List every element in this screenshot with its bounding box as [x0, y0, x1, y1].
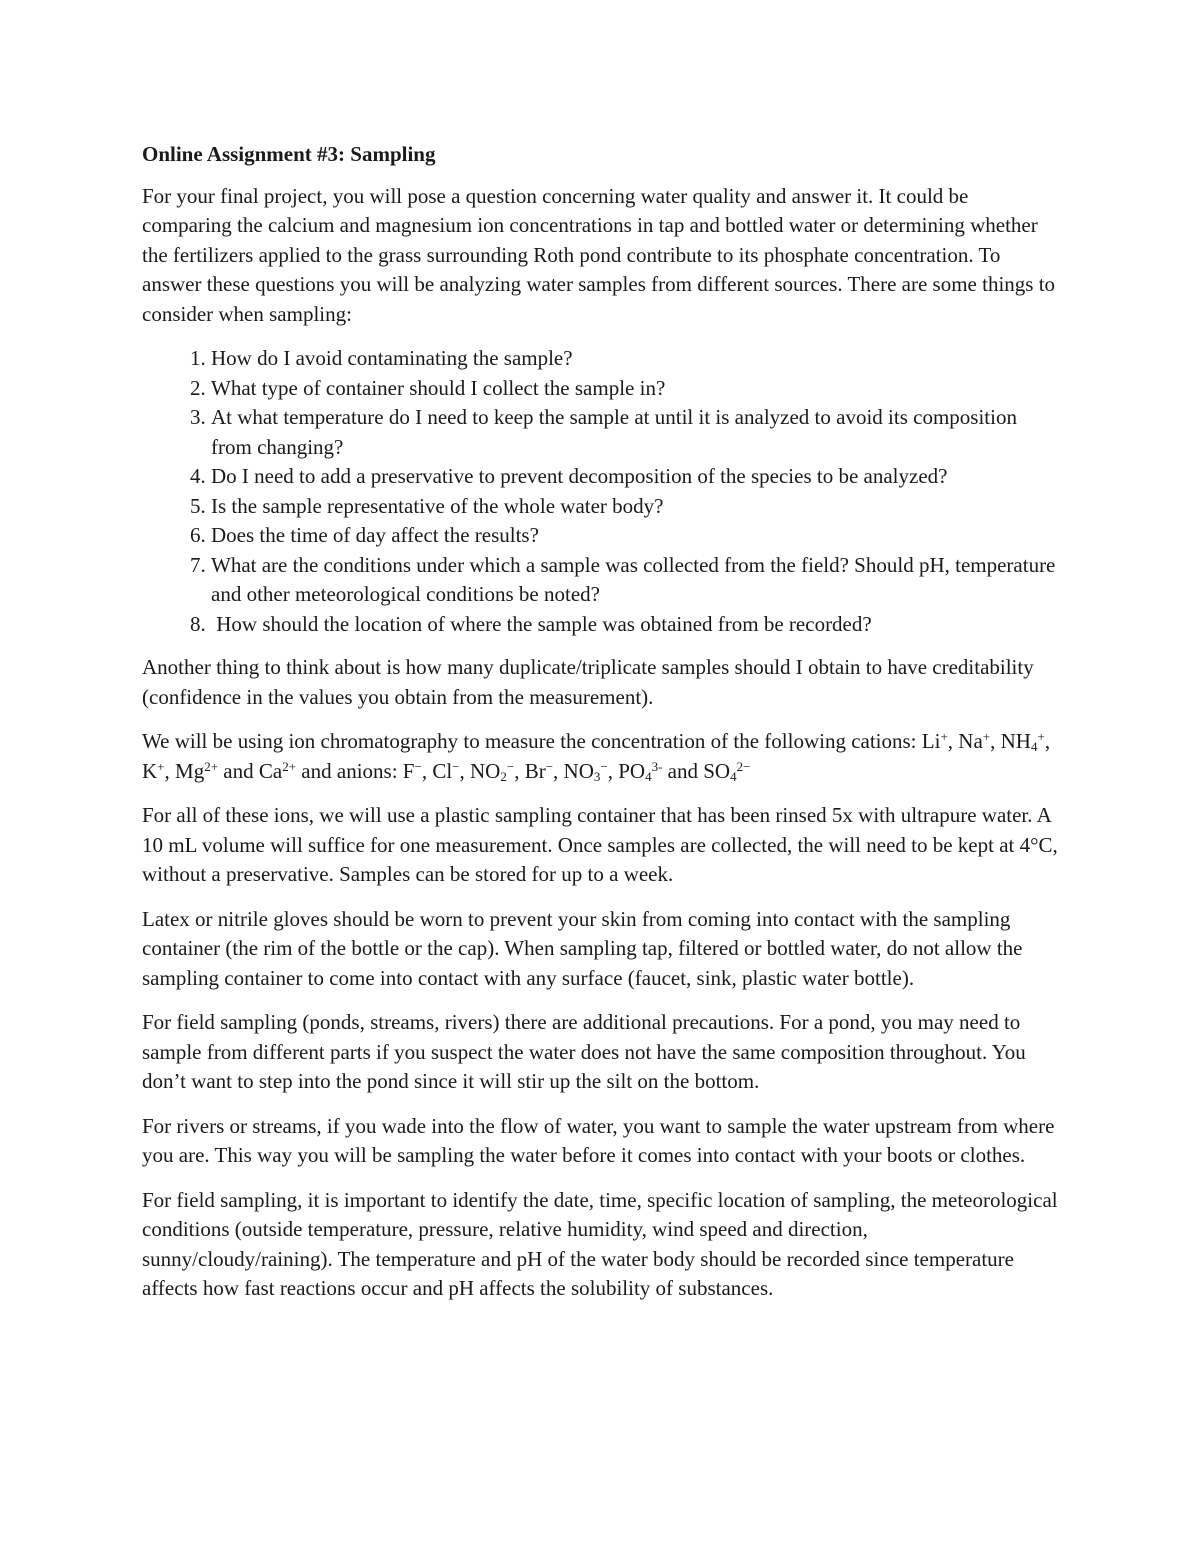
ion-cl: Cl — [432, 758, 453, 783]
connector-text: and anions: — [296, 758, 403, 783]
records-paragraph: For field sampling, it is important to identify the date, time, specific location of sampling, the meteorological conditions (outside temperature, pressure, relative humidity, wind speed and direction, sunny/cloudy/raining). The temperature and pH of the water body should be recorded since temperature affects how fast reactions occur and pH affects the solubility of substances. — [142, 1187, 1058, 1300]
ion-f: F — [402, 758, 415, 783]
ion-subscript: 2 — [500, 768, 507, 784]
ion-charge: 2− — [736, 758, 751, 774]
ion-ca: Ca — [258, 758, 283, 783]
ion-charge: + — [157, 758, 165, 774]
ion-charge: − — [506, 758, 515, 774]
ion-charge: 2+ — [282, 758, 297, 774]
list-item: 1. How do I avoid contaminating the sample? — [211, 344, 1058, 374]
ion-subscript: 4 — [1030, 739, 1038, 754]
field-sampling-paragraph: For field sampling (ponds, streams, rivers) there are additional precautions. For a pond, you may need to sample from different parts if you suspect the water does not have the same composition throughout. You don’t want to step into the pond since it will stir up the silt on the bottom. — [142, 1010, 1026, 1093]
connector-text: and — [218, 758, 259, 783]
ion-so4: SO — [703, 758, 731, 783]
container-paragraph: For all of these ions, we will use a plastic sampling container that has been rinsed 5x with ultrapure water. A 10 mL volume will suffice for one measurement. Once samples are collected, the will need to be kept at 4°C, without a preservative. Samples can be stored for up to a week. — [142, 803, 1058, 886]
ion-subscript: 4 — [730, 768, 737, 784]
ion-charge: 2+ — [204, 758, 219, 774]
ion-subscript: 3 — [593, 768, 601, 784]
ion-charge: − — [545, 758, 554, 774]
list-item: 7. What are the conditions under which a sample was collected from the field? Should pH, temperature and other meteorological conditions be noted? — [211, 551, 1058, 610]
ion-charge: + — [940, 729, 948, 744]
connector-text: and — [662, 758, 704, 783]
ion-charge: + — [1037, 729, 1045, 744]
ions-intro-text: We will be using ion chromatography to measure the concentration of the following cations: — [142, 729, 922, 753]
ion-na: Na — [958, 729, 983, 753]
list-item: 4. Do I need to add a preservative to prevent decomposition of the species to be analyzed? — [211, 462, 1058, 492]
ion-subscript: 4 — [645, 768, 652, 784]
ion-nh4: NH — [1000, 729, 1031, 753]
list-item: 6. Does the time of day affect the results? — [211, 521, 1058, 551]
list-item: 3. At what temperature do I need to keep the sample at until it is analyzed to avoid its composition from changing? — [211, 403, 1058, 462]
ion-charge: − — [414, 758, 422, 774]
document-page — [142, 140, 1058, 1319]
list-item: 8. How should the location of where the sample was obtained from be recorded? — [211, 610, 1058, 640]
gloves-paragraph: Latex or nitrile gloves should be worn to prevent your skin from coming into contact with the sampling container (the rim of the bottle or the cap). When sampling tap, filtered or bottled water, do not allow the sampling container to come into contact with any surface (faucet, sink, plastic water bottle). — [142, 906, 1023, 990]
ion-po4: PO — [618, 758, 646, 783]
document-title: Online Assignment #3: Sampling — [142, 142, 436, 166]
intro-paragraph: For your final project, you will pose a question concerning water quality and answer it. It could be comparing the calcium and magnesium ion concentrations in tap and bottled water or determining whether the fertilizers applied to the grass surrounding Roth pond contribute to its phosphate concentration. To answer these questions you will be analyzing water samples from different sources. There are some things to consider when sampling: — [142, 183, 1056, 326]
list-item: 2. What type of container should I collect the sample in? — [211, 374, 1058, 404]
ion-charge: − — [600, 758, 608, 774]
ion-charge: 3- — [651, 758, 663, 774]
list-item: 5. Is the sample representative of the whole water body? — [211, 492, 1058, 522]
ion-br: Br — [524, 758, 546, 783]
ion-mg: Mg — [175, 758, 205, 783]
rivers-paragraph: For rivers or streams, if you wade into the flow of water, you want to sample the water upstream from where you are. This way you will be sampling the water before it comes into contact with your boots or clothes. — [142, 1113, 1055, 1167]
ion-no3: NO — [563, 758, 594, 783]
ion-charge: + — [982, 729, 991, 744]
ion-no2: NO — [470, 758, 501, 783]
duplicates-paragraph: Another thing to think about is how many duplicate/triplicate samples should I obtain to have creditability (confidence in the values you obtain from the measurement). — [142, 655, 1034, 709]
sampling-questions-list — [142, 344, 1058, 639]
ion-charge: − — [452, 758, 460, 774]
ion-li: Li — [921, 729, 941, 753]
ion-k: K — [142, 758, 158, 783]
ions-paragraph: We will be using ion chromatography to measure the concentration of the following cations: Li+, Na+, $NH_4^+$, K+, $Mg^{2+}$ and $Ca^{2+}$ and anions: F−, Cl−, $NO_2^-$, Br−, $NO_3^-$, $PO_4^{3-}$ and $SO_4^{2-}$ — [142, 729, 1051, 784]
